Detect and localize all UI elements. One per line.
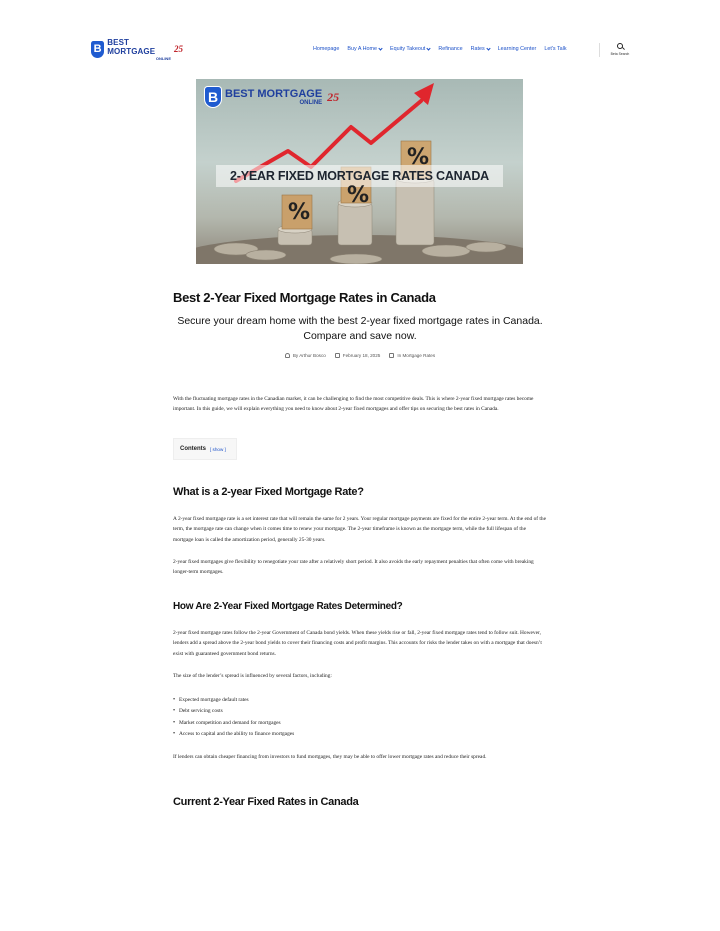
nav-label: Refinance xyxy=(438,46,463,52)
logo-main-text: BEST MORTGAGE xyxy=(107,37,156,56)
logo-25-mark: 25 xyxy=(174,44,183,54)
post-category[interactable] xyxy=(389,353,435,358)
percent-symbol-2: % xyxy=(347,183,370,208)
section1-paragraph-2: 2-year fixed mortgages give flexibility to renegotiate your rate after a relatively short period. It also avoids the early repayment penalties that often come with breaking longer-term mortgages. xyxy=(173,559,534,576)
date-text: February 18, 2025 xyxy=(342,353,381,358)
section-heading-current-rates: Current 2-Year Fixed Rates in Canada xyxy=(173,796,359,808)
section-heading-what-is: What is a 2-year Fixed Mortgage Rate? xyxy=(173,486,364,498)
nav-lets-talk[interactable] xyxy=(544,46,566,52)
hero-logo-text xyxy=(225,88,322,106)
nav-label: Rates xyxy=(470,46,485,52)
search-label: Beta Search xyxy=(610,52,630,56)
nav-learning-center[interactable] xyxy=(498,46,537,52)
hero-logo-25: 25 xyxy=(327,89,340,104)
hero-banner-text: 2-YEAR FIXED MORTGAGE RATES CANADA xyxy=(230,169,489,183)
nav-label: Let's Talk xyxy=(544,46,567,52)
list-item: • Access to capital and the ability to finance mortgages xyxy=(173,729,547,740)
hero-logo-sub: ONLINE xyxy=(299,100,323,106)
post-meta xyxy=(173,353,547,358)
nav-homepage[interactable] xyxy=(313,46,339,52)
header-divider xyxy=(599,43,600,57)
search-icon xyxy=(617,43,623,49)
logo-badge: B xyxy=(91,41,104,58)
chevron-down-icon xyxy=(378,46,382,50)
section1-paragraph-1: A 2-year fixed mortgage rate is a set interest rate that will remain the same for 2 years. Your regular mortgage payments are fixed for the entire 2-year term. At the end of the term, the mortgage rate can change when it comes time to renew your mortgage. The 2-year timeframe is known as the mortgage term, while the full lifespan of the mortgage loan is called the amortization period, generally 25-30 years. xyxy=(173,516,547,543)
category-text: In Mortgage Rates xyxy=(397,353,436,358)
nav-label: Homepage xyxy=(313,46,340,52)
main-nav xyxy=(313,46,567,52)
section2-paragraph-3: If lenders can obtain cheaper financing from investors to fund mortgages, they may be able to offer lower mortgage rates and reduce their spread. xyxy=(173,754,487,760)
chevron-down-icon xyxy=(486,46,490,50)
hero-logo xyxy=(204,86,339,108)
section2-paragraph-1: 2-year fixed mortgage rates follow the 2-year Government of Canada bond yields. When these yields rise or fall, 2-year fixed mortgage rates tend to follow suit. However, lenders add a spread above the 2-year bond yields to cover their financing costs and profit margins. This accounts for risks the lender takes on with a mortgage that doesn’t exist with guaranteed government bond returns. xyxy=(173,630,542,657)
factors-list xyxy=(173,695,547,741)
section2-paragraph-2: The size of the lender’s spread is influenced by several factors, including: xyxy=(173,673,332,679)
author-text: By Arthur Bosco xyxy=(292,353,326,358)
growth-arrow-head xyxy=(414,83,434,105)
nav-equity-takeout[interactable] xyxy=(390,46,430,52)
section-heading-how-determined: How Are 2-Year Fixed Mortgage Rates Determined? xyxy=(173,601,403,612)
site-logo[interactable] xyxy=(91,37,183,61)
user-icon xyxy=(285,353,290,358)
nav-rates[interactable] xyxy=(471,46,490,52)
featured-image xyxy=(196,79,523,264)
table-of-contents xyxy=(173,438,237,460)
nav-buy-a-home[interactable] xyxy=(347,46,382,52)
post-date[interactable] xyxy=(335,353,381,358)
search-button[interactable] xyxy=(607,43,633,56)
intro-paragraph: With the fluctuating mortgage rates in the Canadian market, it can be challenging to find the most competitive deals. This is where 2-year fixed mortgage rates become important. In this guide, we will explain everything you need to know about 2-year fixed mortgages and offer tips on securing the best rates in Canada. xyxy=(173,396,534,413)
logo-text xyxy=(107,38,171,61)
percent-symbol-3: % xyxy=(407,145,430,170)
nav-label: Learning Center xyxy=(497,46,537,52)
page-subtitle: Secure your dream home with the best 2-year fixed mortgage rates in Canada. Compare and save now. xyxy=(177,315,543,342)
logo-sub-text: ONLINE xyxy=(155,55,171,61)
nav-label: Equity Takeout xyxy=(390,46,426,52)
page-title: Best 2-Year Fixed Mortgage Rates in Canada xyxy=(173,290,436,305)
nav-label: Buy A Home xyxy=(347,46,378,52)
list-item: • Expected mortgage default rates xyxy=(173,695,547,706)
percent-symbol-1: % xyxy=(288,200,311,225)
list-item: • Debt servicing costs xyxy=(173,706,547,717)
post-author[interactable] xyxy=(285,353,326,358)
site-header xyxy=(0,38,720,68)
calendar-icon xyxy=(335,353,340,358)
nav-refinance[interactable] xyxy=(438,46,462,52)
hero-logo-main: BEST MORTGAGE xyxy=(225,88,323,100)
folder-icon xyxy=(389,353,394,358)
list-item: • Market competition and demand for mortgages xyxy=(173,718,547,729)
contents-show-toggle[interactable]: [ show ] xyxy=(210,446,226,452)
hero-logo-badge: B xyxy=(204,86,222,108)
contents-label: Contents xyxy=(180,446,206,452)
chevron-down-icon xyxy=(427,46,431,50)
